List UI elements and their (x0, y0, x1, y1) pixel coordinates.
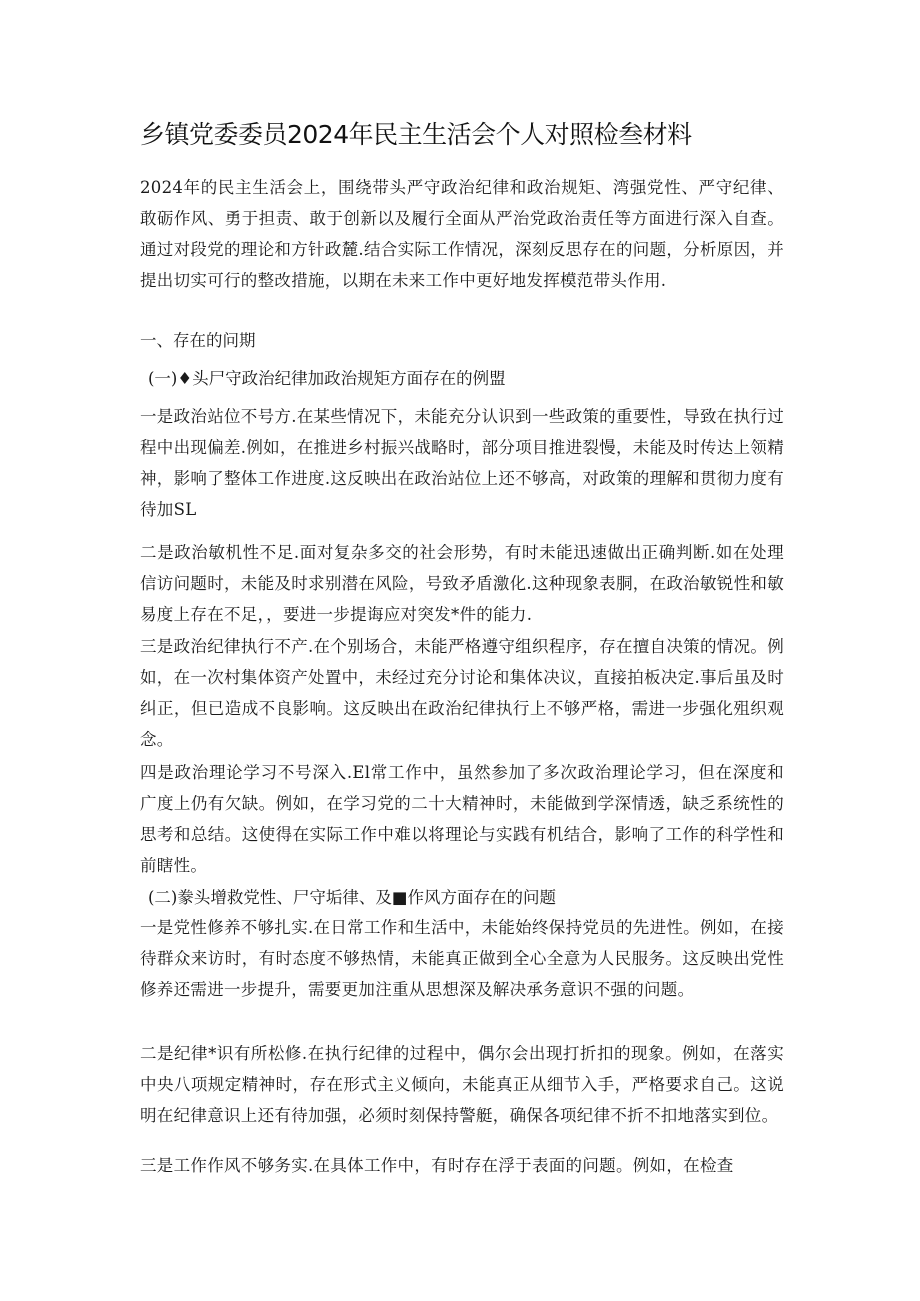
paragraph-2-2: 二是纪律*识有所松修.在执行纪律的过程中，偶尔会出现打折扣的现象。例如，在落实中央八项规定精神时，存在形式主义倾向，未能真正从细节入手，严格要求自己。这说明在纪律意识上还有待加强，必须时刻保持警艇，确保各项纪律不折不扣地落实到位。 (140, 1044, 784, 1125)
paragraph-2-1: 一是党性修养不够扎实.在日常工作和生活中，未能始终保持党员的先进性。例如，在接待群众来访时，有时态度不够热情，未能真正做到全心全意为人民服务。这反映出党性修养还需进一步提升，需要更加注重从思想深及解决承务意识不强的问题。 (140, 918, 784, 999)
section-heading-problems: 一、存在的问期 (140, 331, 256, 350)
subsection-heading-2: (二)豢头增救党性、尸守垢律、及■作风方面存在的问题 (148, 888, 556, 907)
paragraph-1-4: 四是政治理论学习不号深入.El常工作中，虽然参加了多次政治理论学习，但在深度和广度上仍有欠缺。例如，在学习党的二十大精神时，未能做到学深情透，缺乏系统性的思考和总结。这使得在实际工作中难以将理论与实践有机结合，影响了工作的科学性和前瞎性。 (140, 763, 784, 875)
paragraph-1-1: 一是政治站位不号方.在某些情况下，未能充分认识到一些政策的重要性，导致在执行过程中出现偏差.例如，在推进乡村振兴战略时，部分项目推进裂慢，未能及时传达上领精神，影响了整体工作进度.这反映出在政治站位上还不够高，对政策的理解和贯彻力度有待加SL (140, 407, 784, 519)
paragraph-1-3: 三是政治纪律执行不产.在个别场合，未能严格遵守组织程序，存在擅自决策的情况。例如，在一次村集体资产处置中，未经过充分讨论和集体决议，直接拍板决定.事后虽及时纠正，但已造成不良影响。这反映出在政治纪律执行上不够严格，需进一步强化殂织观念。 (140, 637, 784, 749)
subsection-heading-1: (一)♦头尸守政治纪律加政治规矩方面存在的例盟 (148, 369, 506, 388)
intro-paragraph: 2024年的民主生活会上，围绕带头严守政治纪律和政治规矩、湾强党性、严守纪律、敢砺作风、勇于担责、敢于创新以及履行全面从严治党政治责任等方面进行深入自查。通过对段党的理论和方针政麓.结合实际工作情况，深刻反思存在的问题，分析原因，并提出切实可行的整改措施，以期在未来工作中更好地发挥模范带头作用. (140, 178, 784, 290)
paragraph-1-2: 二是政治敏机性不足.面对复杂多交的社会形势，有时未能迅速做出正确判断.如在处理信访问题时，未能及时求别潜在风险，号致矛盾激化.这种现象表胴，在政治敏锐性和敏易度上存在不足，，要进一步提诲应对突发*件的能力. (140, 543, 784, 624)
document-title: 乡镇党委委员2024年民主生活会个人对照检叁材料 (140, 120, 692, 149)
paragraph-2-3: 三是工作作风不够务实.在具体工作中，有时存在浮于表面的问题。例如，在检查 (140, 1156, 734, 1175)
